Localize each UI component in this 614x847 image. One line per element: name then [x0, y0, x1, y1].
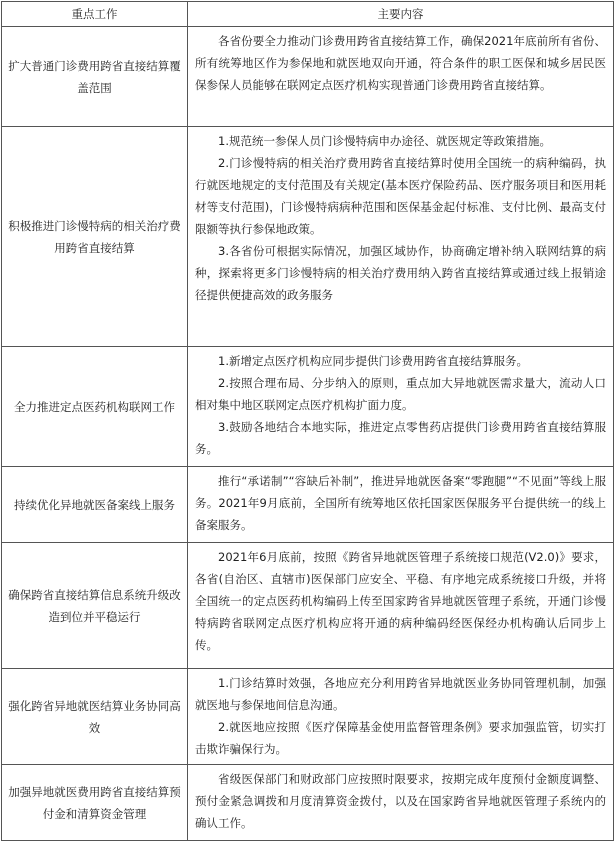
- content-paragraph: 各省份要全力推动门诊费用跨省直接结算工作，确保2021年底前所有省份、所有统筹地区作为参保地和就医地双向开通，符合条件的职工医保和城乡居民医保参保人员能够在联网定点医疗机构实现普通门诊费用跨省直接结算。: [195, 34, 606, 92]
- row-title: 加强异地就医费用跨省直接结算预付金和清算资金管理: [2, 765, 188, 841]
- row-content: [188, 127, 614, 347]
- table-row: [2, 543, 614, 669]
- row-title: 持续优化异地就医备案线上服务: [2, 467, 188, 543]
- content-paragraph: 1.门诊结算时效强，各地应充分利用跨省异地就医业务协同管理机制，加强就医地与参保地间信息沟通。: [195, 676, 606, 712]
- row-title: 积极推进门诊慢特病的相关治疗费用跨省直接结算: [2, 127, 188, 347]
- content-paragraph: 推行“承诺制”“容缺后补制”，推进异地就医备案“零跑腿”“不见面”等线上服务。2021年9月底前，全国所有统筹地区依托国家医保服务平台提供统一的线上备案服务。: [195, 474, 606, 532]
- row-content: [188, 765, 614, 841]
- table-row: [2, 27, 614, 127]
- content-paragraph: 1.新增定点医疗机构应同步提供门诊费用跨省直接结算服务。: [218, 354, 528, 368]
- row-content: [188, 669, 614, 765]
- row-content: [188, 27, 614, 127]
- table-row: [2, 347, 614, 467]
- content-paragraph: 2.就医地应按照《医疗保障基金使用监督管理条例》要求加强监管，切实打击欺诈骗保行为。: [195, 720, 606, 756]
- row-title: 全力推进定点医药机构联网工作: [2, 347, 188, 467]
- content-paragraph: 2021年6月底前，按照《跨省异地就医管理子系统接口规范(V2.0)》要求，各省(自治区、直辖市)医保部门应安全、平稳、有序地完成系统接口升级，并将全国统一的定点医药机构编码上传至国家跨省异地就医管理子系统，开通门诊慢特病跨省联网定点医疗机构应将开通的病种编码经医保经办机构确认后同步上传。: [195, 550, 606, 652]
- policy-table: [1, 1, 614, 841]
- table-row: [2, 669, 614, 765]
- row-title: 扩大普通门诊费用跨省直接结算覆盖范围: [2, 27, 188, 127]
- content-paragraph: 3.各省份可根据实际情况，加强区域协作，协商确定增补纳入联网结算的病种，探索将更多门诊慢特病的相关治疗费用纳入跨省直接结算或通过线上报销途径提供便捷高效的政务服务: [195, 244, 606, 302]
- content-paragraph: 2.按照合理布局、分步纳入的原则，重点加大异地就医需求量大，流动人口相对集中地区联网定点医疗机构扩面力度。: [195, 376, 606, 412]
- header-main-content: 主要内容: [188, 2, 614, 27]
- table-row: [2, 127, 614, 347]
- content-paragraph: 3.鼓励各地结合本地实际，推进定点零售药店提供门诊费用跨省直接结算服务。: [195, 420, 606, 456]
- table-row: [2, 765, 614, 841]
- content-paragraph: 省级医保部门和财政部门应按照时限要求，按期完成年度预付金额度调整、预付金紧急调拨和月度清算资金拨付，以及在国家跨省异地就医管理子系统内的确认工作。: [195, 772, 606, 830]
- header-key-work: 重点工作: [2, 2, 188, 27]
- row-title: 确保跨省直接结算信息系统升级改造到位并平稳运行: [2, 543, 188, 669]
- row-content: [188, 347, 614, 467]
- row-content: [188, 543, 614, 669]
- content-paragraph: 1.规范统一参保人员门诊慢特病申办途径、就医规定等政策措施。: [218, 134, 551, 148]
- table-header-row: [2, 2, 614, 27]
- row-content: [188, 467, 614, 543]
- table-row: [2, 467, 614, 543]
- content-paragraph: 2.门诊慢特病的相关治疗费用跨省直接结算时使用全国统一的病种编码，执行就医地规定的支付范围及有关规定(基本医疗保险药品、医疗服务项目和医用耗材等支付范围)，门诊慢特病病种范围和医保基金起付标准、支付比例、最高支付限额等执行参保地政策。: [195, 156, 606, 236]
- row-title: 强化跨省异地就医结算业务协同高效: [2, 669, 188, 765]
